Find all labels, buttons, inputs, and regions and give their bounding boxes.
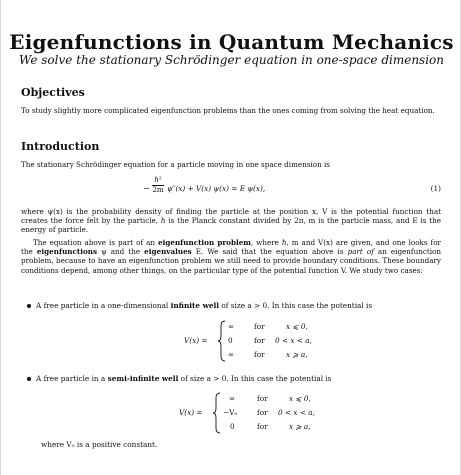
case1-row2-value: 0	[228, 336, 233, 345]
page-title: Eigenfunctions in Quantum Mechanics	[9, 30, 454, 54]
case1-row3-value: ∞	[228, 350, 235, 359]
closing-note: where V₀ is a positive constant.	[41, 440, 158, 449]
case2-row1-for: for	[257, 394, 268, 403]
equation-numerator: ℏ²	[154, 176, 162, 184]
introduction-para1: where ψ(x) is the probability density of finding the particle at the position x, V is the potential function that creates the force felt by the particle, ℏ is the Planck constant divided by 2π, m is the particle mass, and E is the energy of particle.	[21, 207, 441, 235]
case2-text-c: of size a > 0. In this case the potential is	[178, 374, 332, 383]
introduction-heading: Introduction	[21, 140, 100, 153]
bullet-dot	[27, 304, 31, 308]
case1-row3-cond: x ⩾ a,	[286, 350, 308, 359]
case1-row1-cond: x ⩽ 0,	[286, 322, 308, 331]
objectives-text: To study slightly more complicated eigenfunction problems than the ones coming from solving the heat equation.	[21, 106, 435, 115]
objectives-heading: Objectives	[21, 86, 85, 99]
term-eigenvalues: eigenvalues	[144, 247, 192, 257]
left-brace	[213, 392, 221, 434]
case2-term: semi-infinite well	[107, 374, 179, 383]
para2-text-e: ψ and the	[97, 247, 145, 257]
case1-row3-for: for	[254, 350, 265, 359]
para2-text-c: , where ℏ, m and V(x) are given, and one looks for the	[21, 238, 441, 257]
case2-text-a: A free particle in a	[36, 374, 108, 383]
schrodinger-equation	[143, 176, 441, 202]
case2-row3-cond: x ⩾ a,	[289, 422, 311, 431]
case2-row2-value: −V₀	[223, 408, 238, 417]
equation-number: (1)	[430, 184, 441, 193]
case1-row1-value: ∞	[228, 322, 235, 331]
para2-emphasis: part of	[347, 247, 374, 257]
case1-row2-for: for	[254, 336, 265, 345]
term-eigenfunction-problem: eigenfunction problem	[158, 238, 251, 247]
case2-row2-for: for	[257, 408, 268, 417]
equation-fraction	[151, 176, 165, 195]
case1-text-c: of size a > 0. In this case the potential is	[219, 301, 373, 310]
case-semi-infinite-well	[36, 374, 440, 383]
case2-row1-value: ∞	[229, 394, 236, 403]
case1-row2-cond: 0 < x < a,	[275, 336, 312, 345]
equation-rhs: ψ″(x) + V(x) ψ(x) = E ψ(x),	[167, 184, 266, 193]
case1-row1-for: for	[254, 322, 265, 331]
introduction-lead: The stationary Schrödinger equation for a particle moving in one space dimension is	[21, 160, 330, 169]
case1-potential	[184, 320, 334, 362]
para2-text-g: E. We said that the equation above is	[191, 247, 348, 257]
case1-lhs: V(x) =	[184, 336, 208, 345]
para2-text-i: an eigenfunction problem, because to have an eigenfunction problem we still need to provide boundary conditions. These boundary conditions depend, among other things, on the particular type of the potential function V. We study two cases:	[21, 247, 442, 275]
equation-denominator: 2m	[152, 186, 164, 194]
case2-potential	[179, 392, 339, 434]
left-brace	[218, 320, 226, 362]
term-eigenfunctions: eigenfunctions	[36, 247, 98, 257]
case2-row2-cond: 0 < x < a,	[278, 408, 315, 417]
case2-lhs: V(x) =	[179, 408, 203, 417]
para2-text-a: The equation above is part of an	[33, 238, 159, 247]
case2-row1-cond: x ⩽ 0,	[289, 394, 311, 403]
case2-row3-for: for	[257, 422, 268, 431]
bullet-dot	[27, 377, 31, 381]
case1-text-a: A free particle in a one-dimensional	[36, 301, 171, 310]
equation-minus: −	[143, 184, 150, 193]
page-subtitle: We solve the stationary Schrödinger equation in one-space dimension	[19, 53, 444, 67]
case1-term: infinite well	[170, 301, 220, 310]
case2-row3-value: 0	[230, 422, 235, 431]
case-infinite-well	[36, 301, 440, 310]
introduction-para2	[21, 238, 441, 275]
